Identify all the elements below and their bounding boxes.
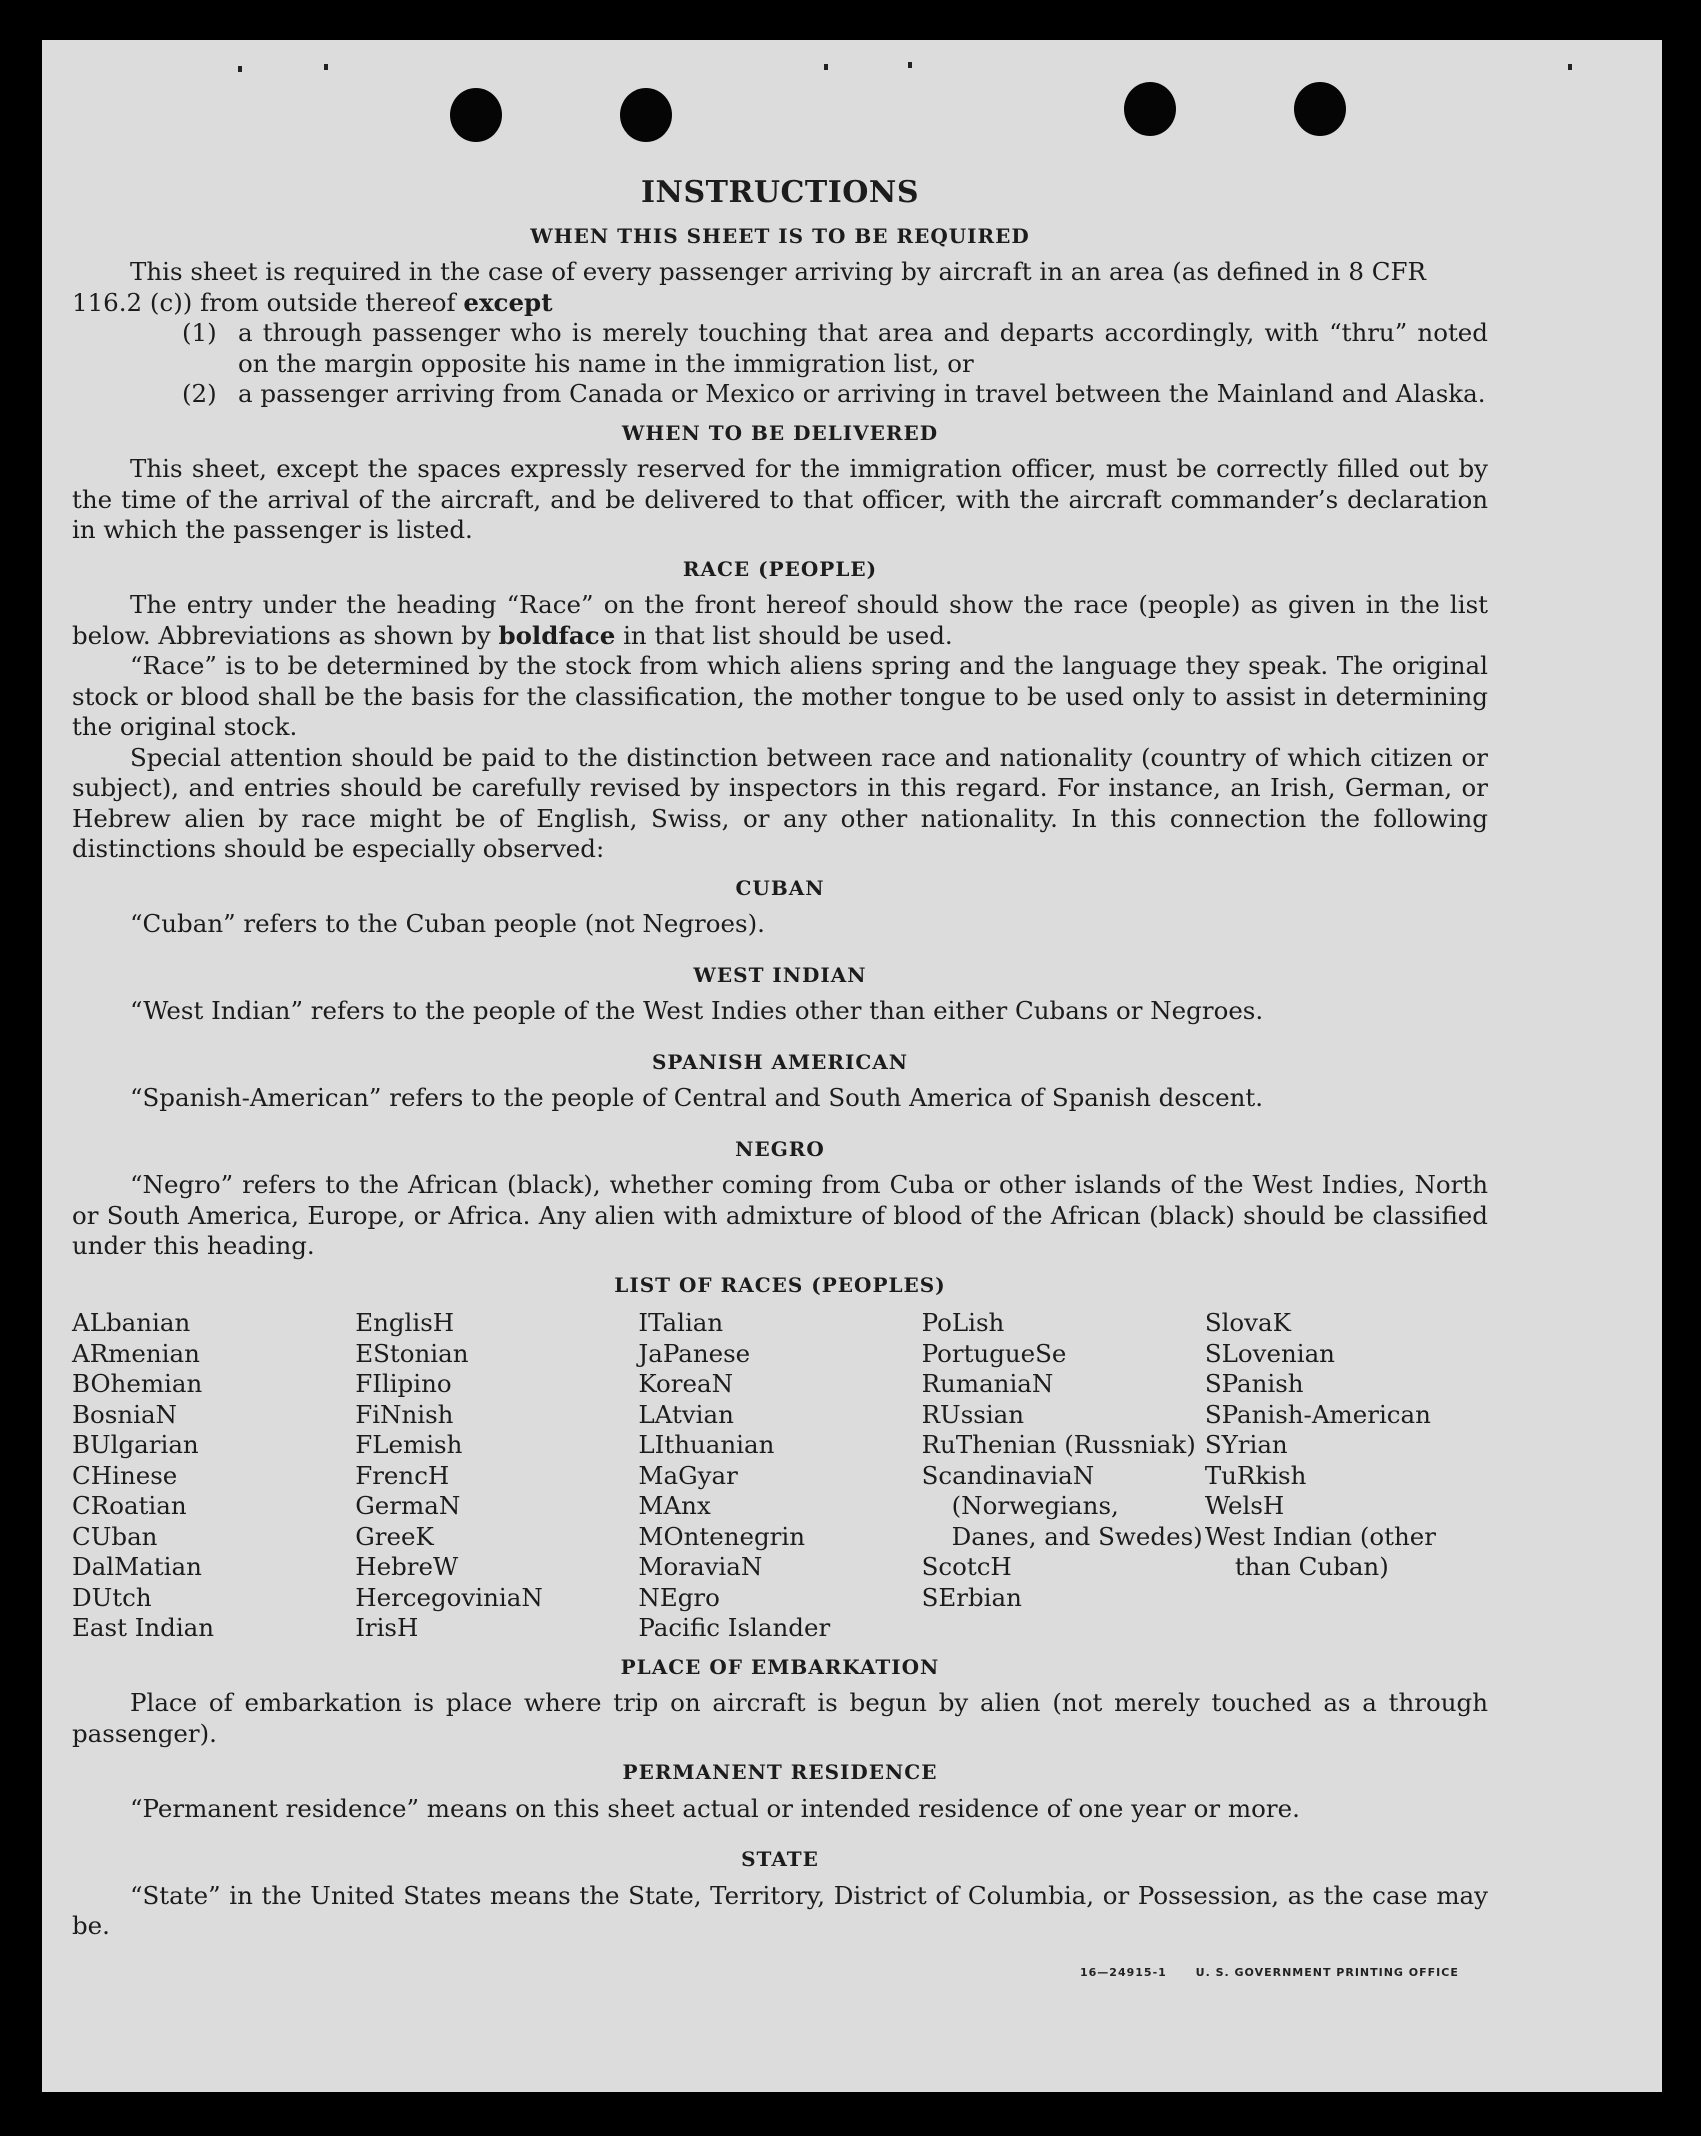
spanish-american-paragraph: “Spanish-American” refers to the people of Central and South America of Spanish descent. [130, 1083, 1264, 1112]
punch-hole [450, 88, 502, 142]
races-column [72, 1308, 355, 1644]
race-entry: EnglisH [355, 1308, 455, 1337]
list-item: (1) a through passenger who is merely touching that area and departs accordingly, with “thru” noted on the margin opposite his name in the immigration list, or [182, 318, 1488, 378]
section-heading-when-delivered: WHEN TO BE DELIVERED [621, 420, 939, 445]
race-entry: SLovenian [1204, 1338, 1335, 1368]
race-entry: TuRkish [1204, 1460, 1307, 1490]
races-column [1205, 1308, 1488, 1644]
embarkation-paragraph: Place of embarkation is place where trip on aircraft is begun by alien (not merely touched as a through passenger). [72, 1688, 1488, 1748]
race-entry: RuThenian (Russniak) [921, 1430, 1196, 1459]
race-entry: DalMatian [72, 1552, 202, 1581]
edge-mark [1568, 64, 1572, 70]
race-entry: CHinese [72, 1460, 178, 1490]
race-entry: SPanish-American [1204, 1399, 1431, 1429]
race-entry: ScotcH [921, 1552, 1012, 1581]
race-entry: RUssian [921, 1399, 1025, 1429]
races-column [355, 1308, 638, 1644]
race-entry: GreeK [355, 1521, 434, 1551]
race-entry: SErbian [921, 1582, 1022, 1612]
race-entry: BOhemian [72, 1369, 203, 1398]
race-paragraph-1: The entry under the heading “Race” on the front hereof should show the race (people) as given in the list below. Abbreviations as shown by boldface in that list should be used. [72, 590, 1488, 650]
exceptions-list [182, 318, 1488, 410]
race-entry: SPanish [1204, 1369, 1304, 1398]
printer-name: U. S. GOVERNMENT PRINTING OFFICE [1195, 1966, 1459, 1979]
race-entry: FrencH [355, 1460, 450, 1490]
edge-mark [824, 64, 828, 70]
form-number: 16—24915-1 [1080, 1966, 1167, 1979]
section-heading-negro: NEGRO [735, 1136, 825, 1161]
edge-mark [238, 66, 242, 72]
races-column [638, 1308, 921, 1644]
race-entry: MoraviaN [638, 1552, 763, 1581]
race-entry: BosniaN [72, 1399, 177, 1429]
race-entry: HebreW [355, 1552, 459, 1581]
race-entry: PoLish [921, 1308, 1005, 1337]
race-entry: CUban [72, 1521, 158, 1551]
required-intro-continuation: 116.2 (c)) from outside thereof except [72, 287, 553, 317]
races-list [72, 1308, 1488, 1644]
race-entry: West Indian (other than Cuban) [1204, 1521, 1436, 1581]
section-heading-west-indian: WEST INDIAN [693, 962, 867, 987]
race-entry: GermaN [355, 1491, 461, 1520]
page-title: INSTRUCTIONS [641, 175, 919, 210]
race-entry: WelsH [1204, 1491, 1285, 1520]
race-entry: BUlgarian [72, 1430, 199, 1459]
west-indian-paragraph: “West Indian” refers to the people of the West Indies other than either Cubans or Negroes. [130, 996, 1264, 1025]
printer-imprint [1080, 1966, 1459, 1979]
race-entry: LIthuanian [638, 1430, 775, 1459]
delivered-paragraph: This sheet, except the spaces expressly reserved for the immigration officer, must be correctly filled out by the time of the arrival of the aircraft, and be delivered to that officer, with the aircraft commander’s declaration in which the passenger is listed. [72, 454, 1488, 544]
section-heading-spanish-american: SPANISH AMERICAN [651, 1049, 909, 1074]
race-paragraph-2: “Race” is to be determined by the stock from which aliens spring and the language they speak. The original stock or blood shall be the basis for the classification, the mother tongue to be used only to assist in determining the original stock. [72, 651, 1488, 741]
races-column [922, 1308, 1205, 1644]
section-heading-when-required: WHEN THIS SHEET IS TO BE REQUIRED [530, 223, 1030, 248]
edge-mark [324, 64, 328, 70]
race-entry: PortugueSe [921, 1338, 1067, 1368]
section-heading-race: RACE (PEOPLE) [682, 556, 878, 581]
section-heading-state: STATE [741, 1847, 819, 1871]
cuban-paragraph: “Cuban” refers to the Cuban people (not Negroes). [130, 909, 765, 938]
race-entry: East Indian [72, 1613, 215, 1642]
residence-paragraph: “Permanent residence” means on this sheet actual or intended residence of one year or more. [130, 1793, 1300, 1823]
list-item: (2) a passenger arriving from Canada or Mexico or arriving in travel between the Mainland and Alaska. [182, 379, 1486, 408]
race-entry: FLemish [355, 1430, 463, 1459]
race-entry: SlovaK [1204, 1308, 1291, 1337]
race-entry: FiNnish [355, 1399, 454, 1429]
race-entry: IrisH [355, 1613, 419, 1642]
race-entry: HercegoviniaN [355, 1582, 543, 1612]
instructions-body [72, 175, 1488, 1942]
race-entry: JaPanese [638, 1338, 751, 1368]
section-heading-cuban: CUBAN [735, 875, 825, 900]
negro-paragraph: “Negro” refers to the African (black), whether coming from Cuba or other islands of the West Indies, North or South America, Europe, or Africa. Any alien with admixture of blood of the African (black) should be classified under this heading. [72, 1170, 1488, 1260]
race-entry: MAnx [638, 1491, 711, 1520]
punch-hole [1124, 82, 1176, 136]
section-heading-residence: PERMANENT RESIDENCE [622, 1760, 938, 1784]
race-entry: MOntenegrin [638, 1521, 805, 1551]
race-entry: LAtvian [638, 1399, 734, 1429]
state-paragraph: “State” in the United States means the State, Territory, District of Columbia, or Possession, as the case may be. [72, 1880, 1488, 1940]
race-entry: Pacific Islander [638, 1613, 831, 1642]
section-heading-embarkation: PLACE OF EMBARKATION [620, 1654, 940, 1679]
race-entry: DUtch [72, 1582, 152, 1612]
race-entry: CRoatian [72, 1491, 187, 1520]
race-paragraph-3: Special attention should be paid to the distinction between race and nationality (country of which citizen or subject), and entries should be carefully revised by inspectors in this regard. For instance, an Irish, German, or Hebrew alien by race might be of English, Swiss, or any other nationality. In this connection the following distinctions should be especially observed: [72, 742, 1488, 863]
race-entry: FIlipino [355, 1369, 452, 1398]
required-intro-line: This sheet is required in the case of every passenger arriving by aircraft in an area (as defined in 8 CFR [130, 257, 1426, 286]
race-entry: KoreaN [638, 1369, 734, 1398]
race-entry: EStonian [355, 1338, 469, 1368]
edge-mark [908, 62, 912, 68]
race-entry: RumaniaN [921, 1369, 1054, 1398]
race-entry: MaGyar [638, 1460, 738, 1490]
race-entry: ScandinaviaN (Norwegians, Danes, and Swedes) [921, 1460, 1203, 1551]
race-entry: ITalian [638, 1308, 724, 1337]
race-entry: ALbanian [72, 1308, 191, 1337]
race-entry: ARmenian [72, 1338, 200, 1368]
race-entry: SYrian [1204, 1430, 1288, 1459]
race-entry: NEgro [638, 1582, 720, 1612]
punch-hole [1294, 82, 1346, 136]
punch-hole [620, 88, 672, 142]
section-heading-list-of-races: LIST OF RACES (PEOPLES) [614, 1272, 946, 1297]
